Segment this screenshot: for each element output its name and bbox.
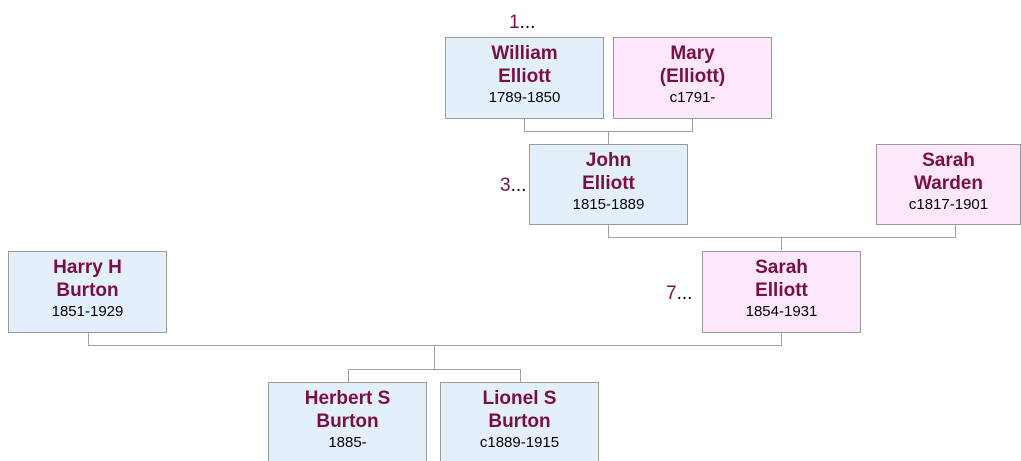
person-last-name: Elliott [582, 173, 635, 194]
person-dates: c1791- [669, 89, 716, 106]
connector-herbert-up [348, 369, 349, 382]
person-lionel-burton[interactable] [440, 382, 599, 461]
connector-john-sarahwarden [608, 237, 956, 238]
person-last-name: Burton [56, 280, 119, 301]
person-last-name: Burton [316, 411, 379, 432]
connector-children [348, 369, 521, 370]
person-dates: 1815-1889 [572, 196, 645, 213]
connector-harry-down [88, 332, 89, 345]
person-last-name: Elliott [498, 66, 551, 87]
person-first-name: Mary [670, 43, 715, 64]
person-first-name: Herbert S [304, 388, 391, 409]
person-last-name: (Elliott) [659, 66, 726, 87]
person-william-elliott[interactable] [445, 37, 604, 119]
connector-sarahelliott-down [781, 332, 782, 345]
person-dates: c1817-1901 [908, 196, 989, 213]
more-link-dots: ... [519, 12, 536, 33]
connector-sarahwarden-down [955, 224, 956, 237]
connector-william-mary-right [692, 118, 693, 131]
connector-to-john [608, 131, 609, 144]
person-dates: 1885- [328, 434, 367, 451]
more-link-dots: ... [676, 283, 693, 304]
person-first-name: Sarah [755, 257, 808, 278]
connector-john-down [608, 224, 609, 237]
more-link-sarah-elliott[interactable] [666, 283, 692, 305]
person-dates: c1889-1915 [479, 434, 560, 451]
connector-harry-sarahelliott [88, 345, 782, 346]
more-link-william[interactable] [509, 12, 535, 34]
person-dates: 1851-1929 [51, 303, 124, 320]
person-last-name: Elliott [755, 280, 808, 301]
person-first-name: Harry H [53, 257, 122, 278]
person-sarah-warden[interactable] [876, 144, 1021, 225]
person-last-name: Warden [914, 173, 983, 194]
person-first-name: Sarah [922, 150, 975, 171]
person-first-name: John [585, 150, 632, 171]
more-link-john[interactable] [500, 175, 526, 197]
person-herbert-burton[interactable] [268, 382, 427, 461]
connector-lionel-up [520, 369, 521, 382]
connector-to-children [434, 345, 435, 369]
person-sarah-elliott[interactable] [702, 251, 861, 333]
connector-william-mary-left [524, 118, 525, 131]
more-link-number: 7 [666, 283, 677, 304]
person-harry-burton[interactable] [8, 251, 167, 333]
person-mary-elliott[interactable] [613, 37, 772, 119]
person-john-elliott[interactable] [529, 144, 688, 225]
connector-to-sarah-elliott [781, 237, 782, 250]
more-link-dots: ... [510, 175, 527, 196]
more-link-number: 1 [509, 12, 520, 33]
person-dates: 1854-1931 [745, 303, 818, 320]
person-dates: 1789-1850 [488, 89, 561, 106]
person-last-name: Burton [488, 411, 551, 432]
person-first-name: Lionel S [482, 388, 557, 409]
person-first-name: William [491, 43, 558, 64]
more-link-number: 3 [500, 175, 511, 196]
